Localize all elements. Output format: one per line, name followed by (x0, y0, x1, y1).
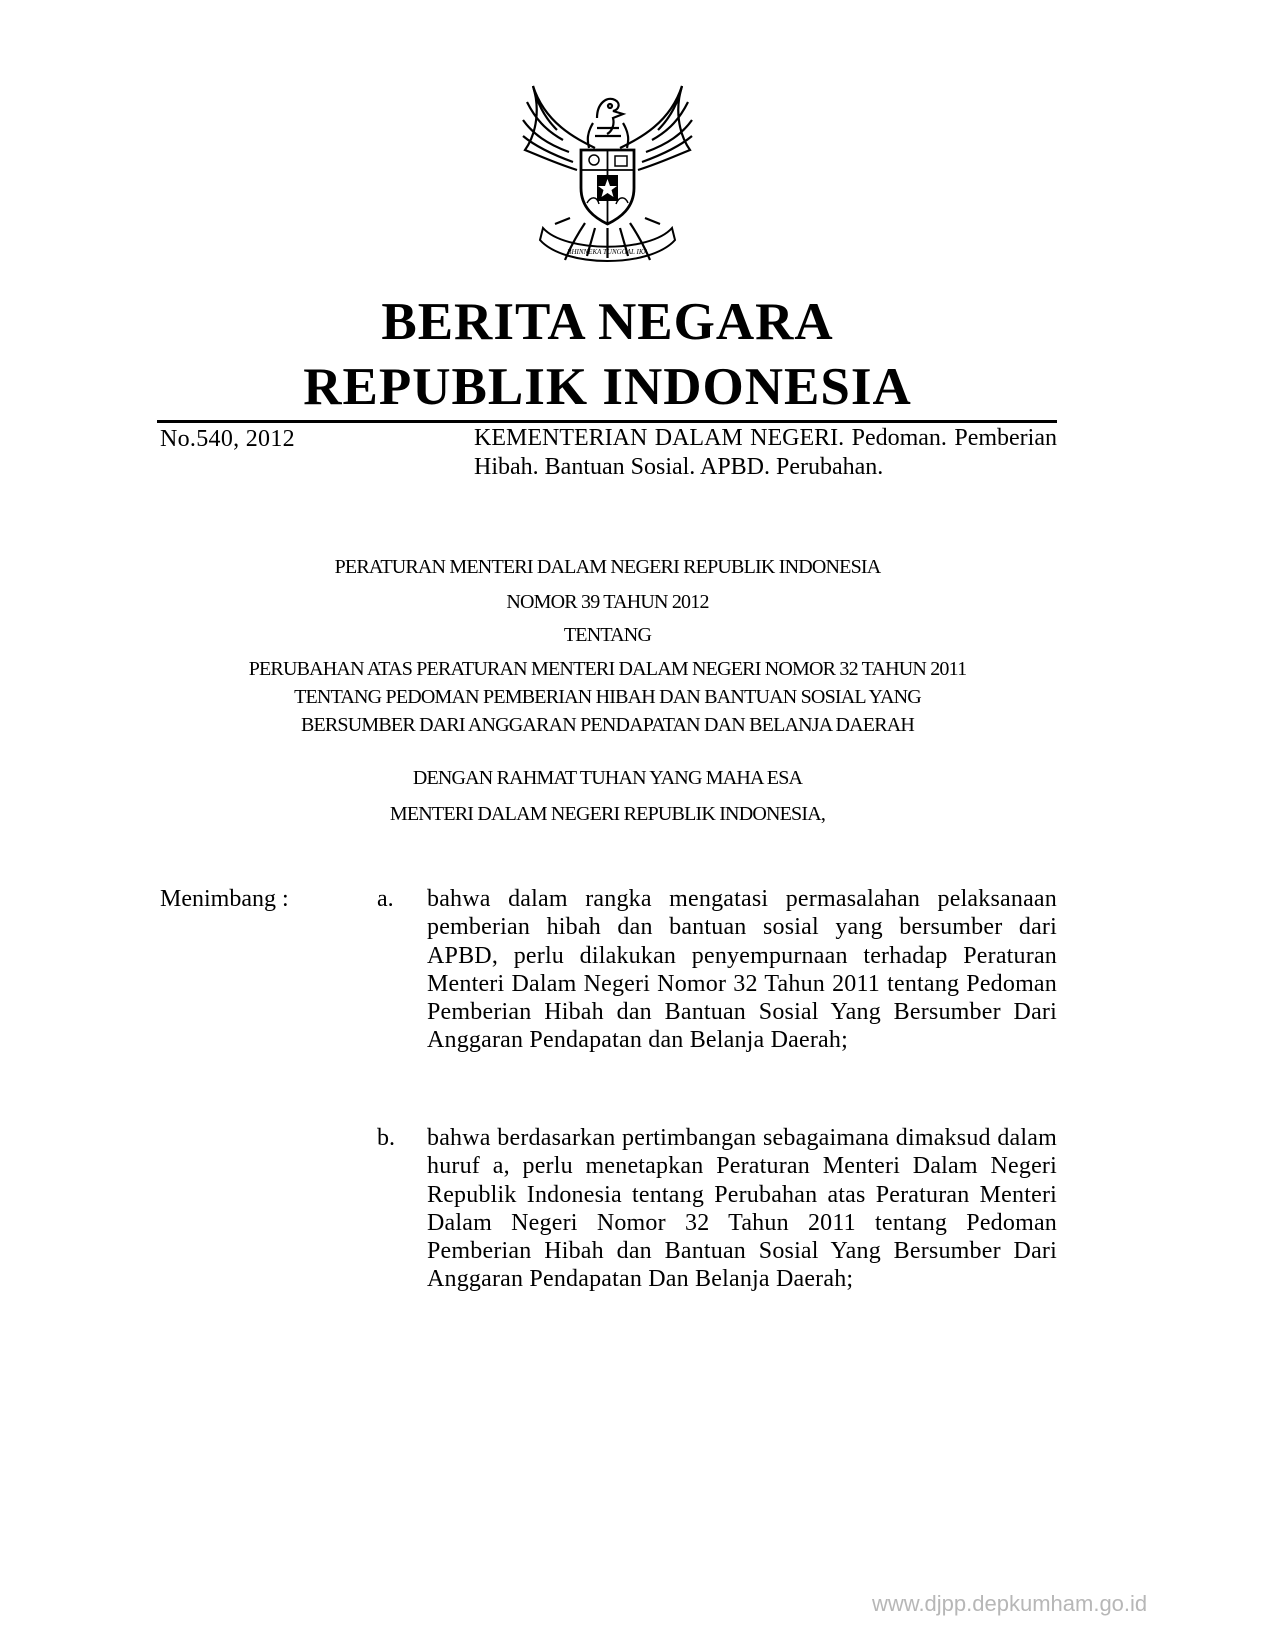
source-watermark: www.djpp.depkumham.go.id (872, 1591, 1148, 1616)
considering-label: Menimbang : (160, 886, 289, 912)
regulation-title-line1: PERUBAHAN ATAS PERATURAN MENTERI DALAM NEGERI NOMOR 32 TAHUN 2011 (248, 658, 967, 680)
regulation-number: NOMOR 39 TAHUN 2012 (506, 591, 709, 613)
considering-item-text: bahwa dalam rangka mengatasi permasalahan pelaksanaan pemberian hibah dan bantuan sosial yang bersumber dari APBD, perlu dilakukan penyempurnaan terhadap Peraturan Menteri Dalam Negeri Nomor 32 Tahun 2011 tentang Pedoman Pemberian Hibah dan Bantuan Sosial Yang Bersumber Dari Anggaran Pendapatan dan Belanja Daerah; (427, 886, 1057, 1054)
emblem-motto: BHINNEKA TUNGGAL IKA (567, 248, 648, 256)
considering-item-letter: a. (377, 886, 394, 912)
gazette-number: No.540, 2012 (160, 426, 295, 452)
gazette-subject: KEMENTERIAN DALAM NEGERI. Pedoman. Pemberian Hibah. Bantuan Sosial. APBD. Perubahan. (474, 425, 1057, 480)
considering-item-text: bahwa berdasarkan pertimbangan sebagaimana dimaksud dalam huruf a, perlu menetapkan Peraturan Menteri Dalam Negeri Republik Indonesia tentang Perubahan atas Peraturan Menteri Dalam Negeri Nomor 32 Tahun 2011 tentang Pedoman Pemberian Hibah dan Bantuan Sosial Yang Bersumber Dari Anggaran Pendapatan Dan Belanja Daerah; (427, 1125, 1057, 1293)
considering-item-letter: b. (377, 1125, 395, 1151)
gazette-title-line1: BERITA NEGARA (381, 293, 834, 351)
gazette-title-line2: REPUBLIK INDONESIA (303, 358, 912, 416)
garuda-emblem-icon (515, 78, 700, 273)
regulation-heading: PERATURAN MENTERI DALAM NEGERI REPUBLIK INDONESIA (334, 556, 881, 578)
regulation-about: TENTANG (563, 624, 652, 646)
regulation-title-line3: BERSUMBER DARI ANGGARAN PENDAPATAN DAN BELANJA DAERAH (300, 714, 915, 736)
issuing-authority: MENTERI DALAM NEGERI REPUBLIK INDONESIA, (389, 803, 826, 825)
invocation: DENGAN RAHMAT TUHAN YANG MAHA ESA (412, 767, 803, 789)
regulation-title-line2: TENTANG PEDOMAN PEMBERIAN HIBAH DAN BANTUAN SOSIAL YANG (294, 686, 921, 708)
title-divider (157, 420, 1057, 423)
